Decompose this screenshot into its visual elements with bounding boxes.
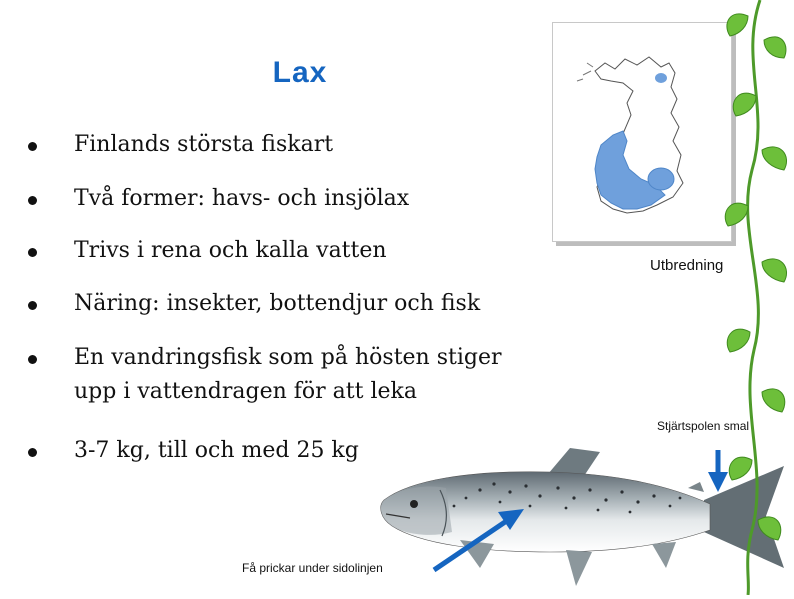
tail-note: Stjärtspolen smal	[657, 419, 750, 433]
bullet-text: Två former: havs- och insjölax	[74, 186, 410, 211]
bullet-dot-icon	[28, 248, 37, 257]
map-caption: Utbredning	[650, 257, 724, 274]
bullet-text: Näring: insekter, bottendjur och fisk	[74, 291, 481, 316]
bullet-dot-icon	[28, 301, 37, 310]
bullet-text: Finlands största fiskart	[74, 132, 334, 157]
slide-title: Lax	[272, 56, 328, 89]
bullet-dot-icon	[28, 196, 37, 205]
bullet-text: En vandringsfisk som på hösten stiger	[74, 345, 502, 370]
bullet-text: Trivs i rena och kalla vatten	[74, 238, 387, 263]
vine-decoration	[700, 0, 794, 595]
bullet-dot-icon	[28, 142, 37, 151]
bullet-dot-icon	[28, 355, 37, 364]
bullet-text: 3-7 kg, till och med 25 kg	[74, 438, 359, 463]
spots-note: Få prickar under sidolinjen	[242, 561, 383, 575]
bullet-text-continuation: upp i vattendragen för att leka	[74, 379, 417, 404]
bullet-dot-icon	[28, 448, 37, 457]
